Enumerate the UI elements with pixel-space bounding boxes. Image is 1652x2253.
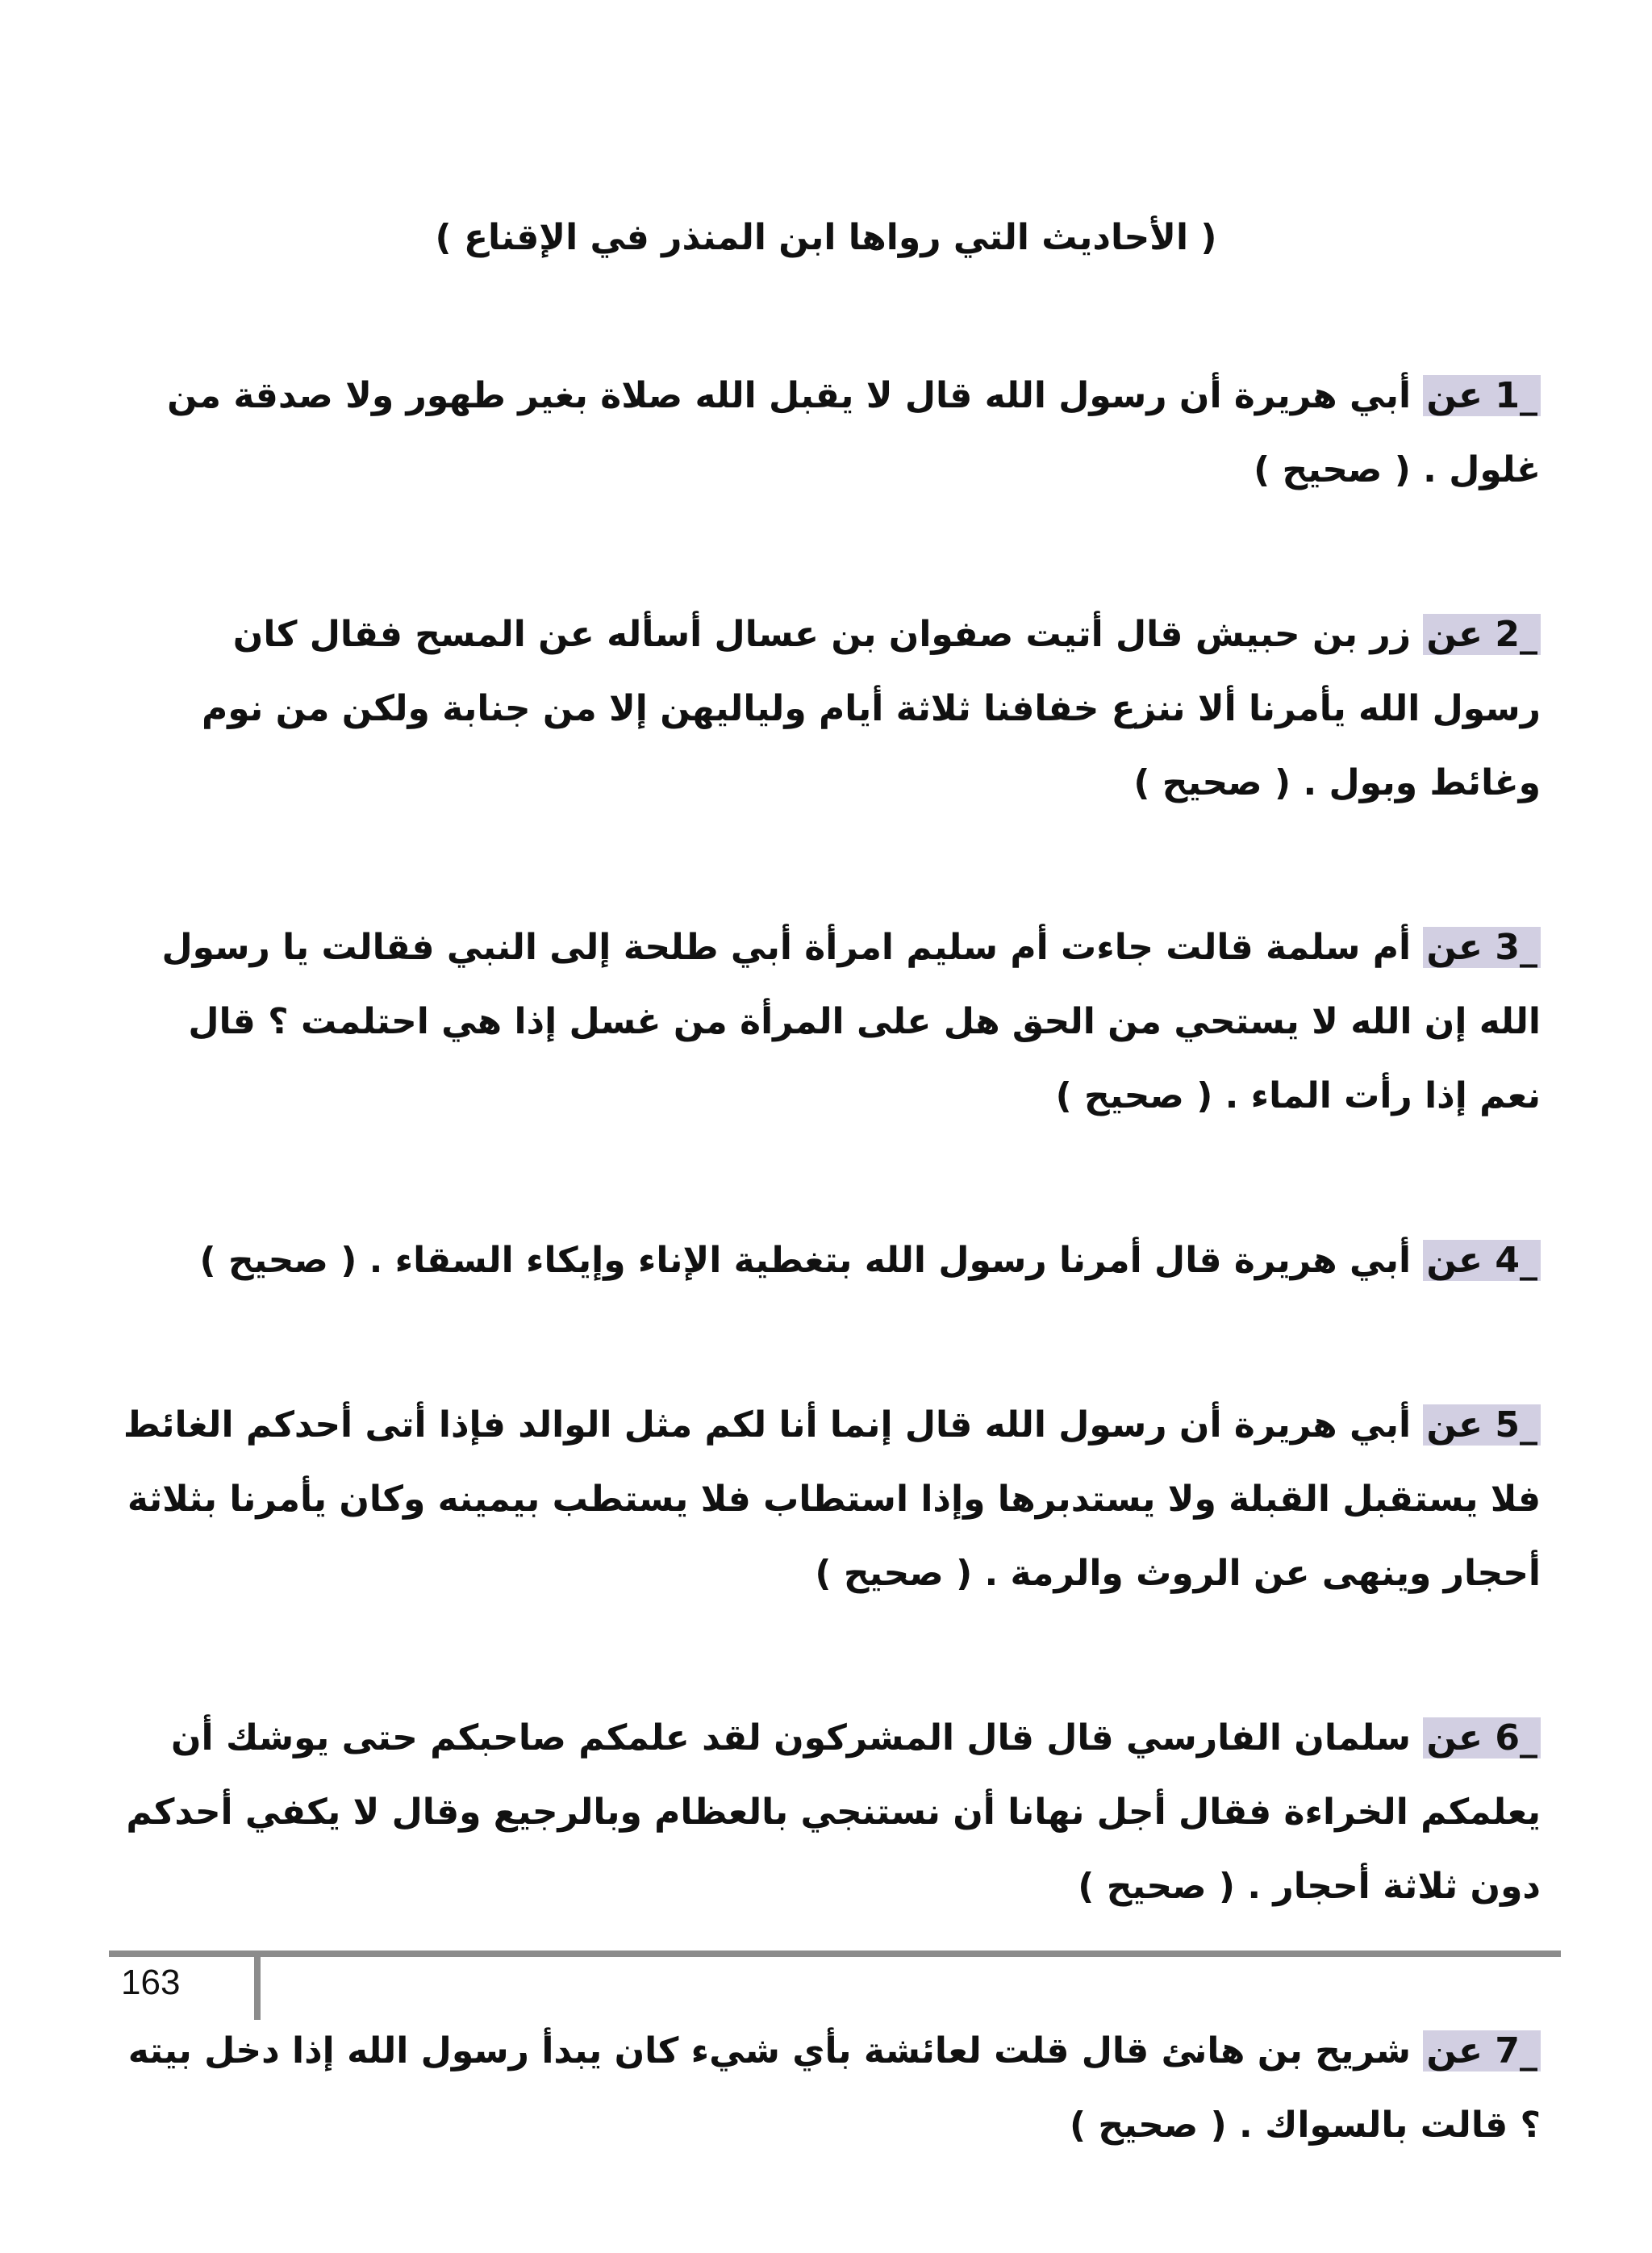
hadith-opening-word: عن [1426, 2030, 1483, 2072]
hadith-marker [1423, 1404, 1541, 1446]
hadith-item [121, 1224, 1541, 1298]
hadith-item [121, 359, 1541, 507]
hadith-text: سلمان الفارسي قال قال المشركون لقد علمكم صاحبكم حتى يوشك أن يعلمكم الخراءة فقال أجل نهانا أن نستنجي بالعظام وبالرجيع وقال لا يكفي أحدكم دون ثلاثة أحجار . ( صحيح ) [126, 1717, 1541, 1907]
hadith-opening-word: عن [1426, 927, 1483, 968]
hadith-marker [1423, 375, 1541, 416]
hadith-text: أبي هريرة أن رسول الله قال إنما أنا لكم مثل الوالد فإذا أتى أحدكم الغائط فلا يستقبل القبلة ولا يستدبرها وإذا استطاب فلا يستطب بيمينه وكان يأمرنا بثلاثة أحجار وينهى عن الروث والرمة . ( صحيح ) [123, 1404, 1541, 1594]
hadith-number: 3_ [1495, 927, 1537, 968]
hadith-opening-word: عن [1426, 1404, 1483, 1446]
hadith-item [121, 598, 1541, 820]
hadith-item [121, 911, 1541, 1133]
hadith-number: 2_ [1495, 614, 1537, 655]
hadith-marker [1423, 2030, 1541, 2072]
hadith-text: أم سلمة قالت جاءت أم سليم امرأة أبي طلحة إلى النبي فقالت يا رسول الله إن الله لا يستحي من الحق هل على المرأة من غسل إذا هي احتلمت ؟ قال نعم إذا رأت الماء . ( صحيح ) [161, 927, 1541, 1116]
hadith-opening-word: عن [1426, 1717, 1483, 1759]
footer-rule [109, 1951, 1561, 1957]
hadith-marker [1423, 1717, 1541, 1759]
hadith-number: 1_ [1495, 375, 1537, 416]
hadith-number: 5_ [1495, 1404, 1537, 1446]
hadith-opening-word: عن [1426, 1240, 1483, 1281]
hadith-marker [1423, 1240, 1541, 1281]
hadith-opening-word: عن [1426, 614, 1483, 655]
hadith-opening-word: عن [1426, 375, 1483, 416]
hadith-item [121, 2014, 1541, 2163]
hadith-text: زر بن حبيش قال أتيت صفوان بن عسال أسأله عن المسح فقال كان رسول الله يأمرنا ألا ننزع خفافنا ثلاثة أيام ولياليهن إلا من جنابة ولكن من نوم وغائط وبول . ( صحيح ) [201, 614, 1541, 803]
hadith-text: أبي هريرة قال أمرنا رسول الله بتغطية الإناء وإيكاء السقاء . ( صحيح ) [199, 1240, 1424, 1281]
hadith-text: أبي هريرة أن رسول الله قال لا يقبل الله صلاة بغير طهور ولا صدقة من غلول . ( صحيح ) [167, 375, 1541, 490]
hadith-list [121, 359, 1541, 2253]
page-title: ( الأحاديث التي رواها ابن المنذر في الإقناع ) [435, 217, 1217, 258]
hadith-item [121, 1701, 1541, 1924]
hadith-number: 6_ [1495, 1717, 1537, 1759]
hadith-item [121, 1388, 1541, 1611]
hadith-text: شريح بن هانئ قال قلت لعائشة بأي شيء كان يبدأ رسول الله إذا دخل بيته ؟ قالت بالسواك . ( صحيح ) [127, 2030, 1541, 2146]
hadith-number: 4_ [1495, 1240, 1537, 1281]
hadith-marker [1423, 614, 1541, 655]
hadith-number: 7_ [1495, 2030, 1537, 2072]
hadith-marker [1423, 927, 1541, 968]
footer-tick [254, 1951, 261, 2020]
page-number: 163 [121, 1963, 181, 2002]
